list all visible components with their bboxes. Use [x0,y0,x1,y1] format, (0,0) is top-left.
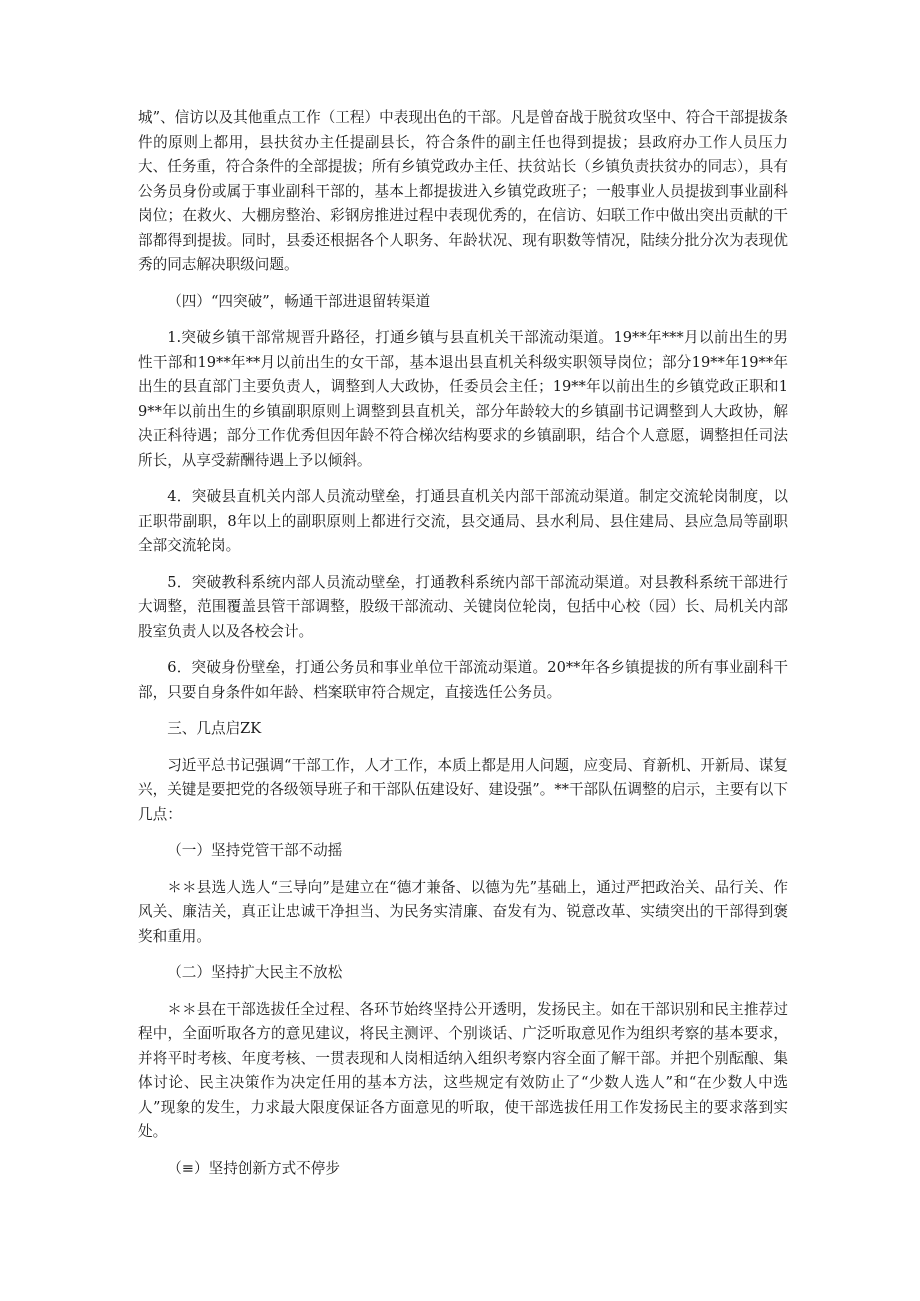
document-page [138,106,788,1181]
paragraph-quote: 习近平总书记强调“干部工作，人才工作，本质上都是用人问题，应变局、育新机、开新局、谋复兴，关键是要把党的各级领导班子和干部队伍建设好、建设强”。**干部队伍调整的启示，主要有以下几点： [138,756,788,823]
item-6: 6．突破身份壁垒，打通公务员和事业单位干部流动渠道。20**年各乡镇提拔的所有事业副科干部，只要自身条件如年龄、档案联审符合规定，直接选任公务员。 [138,659,788,701]
item-5: 5．突破教科系统内部人员流动壁垒，打通教科系统内部干部流动渠道。对县教科系统干部进行大调整，范围覆盖县管干部调整，股级干部流动、关键岗位轮岗，包括中心校（园）长、局机关内部股室负责人以及各校会计。 [138,573,788,640]
paragraph-one: ＊＊县选人选人“三导向”是建立在“德才兼备、以德为先”基础上，通过严把政治关、品行关、作风关、廉洁关，真正让忠诚干净担当、为民务实清廉、奋发有为、锐意改革、实绩突出的干部得到褒奖和重用。 [138,878,788,945]
item-4: 4．突破县直机关内部人员流动壁垒，打通县直机关内部干部流动渠道。制定交流轮岗制度，以正职带副职，8年以上的副职原则上都进行交流，县交通局、县水利局、县住建局、县应急局等副职全部交流轮岗。 [138,488,788,554]
section-three-title: 三、几点启ZK [167,720,262,737]
heading-three: （≡）坚持创新方式不停步 [167,1159,340,1177]
paragraph-two: ＊＊县在干部选拔任全过程、各环节始终坚持公开透明，发扬民主。如在干部识别和民主推荐过程中，全面听取各方的意见建议，将民主测评、个别谈话、广泛听取意见作为组织考察的基本要求，并将平时考核、年度考核、一贯表现和人岗相适纳入组织考察内容全面了解干部。并把个别酝酿、集体讨论、民主决策作为决定任用的基本方法，这些规定有效防止了“少数人选人”和“在少数人中选人”现象的发生，力求最大限度保证各方面意见的听取，使干部选拔任用工作发扬民主的要求落到实处。 [138,1000,788,1140]
heading-four-breakthroughs: （四）“四突破”，畅通干部进退留转渠道 [167,292,431,310]
paragraph-continuation: 城”、信访以及其他重点工作（工程）中表现出色的干部。凡是曾奋战于脱贫攻坚中、符合干部提拔条件的原则上都用，县扶贫办主任提副县长，符合条件的副主任也得到提拔；县政府办工作人员压力大、任务重，符合条件的全部提拔；所有乡镇党政办主任、扶贫站长（乡镇负责扶贫办的同志），具有公务员身份或属于事业副科干部的，基本上都提拔进入乡镇党政班子；一般事业人员提拔到事业副科岗位；在救火、大棚房整治、彩钢房推进过程中表现优秀的，在信访、妇联工作中做出突出贡献的干部都得到提拔。同时，县委还根据各个人职务、年龄状况、现有职数等情况，陆续分批分次为表现优秀的同志解决职级问题。 [138,109,788,273]
heading-one: （一）坚持党管干部不动摇 [167,842,343,859]
item-1: 1.突破乡镇干部常规晋升路径，打通乡镇与县直机关干部流动渠道。19**年***月以前出生的男性干部和19**年**月以前出生的女干部，基本退出县直机关科级实职领导岗位；部分19**年19**年出生的县直部门主要负责人，调整到人大政协，任委员会主任；19**年以前出生的乡镇党政正职和19**年以前出生的乡镇副职原则上调整到县直机关，部分年龄较大的乡镇副书记调整到人大政协，解决正科待遇；部分工作优秀但因年龄不符合梯次结构要求的乡镇副职，结合个人意愿，调整担任司法所长，从享受薪酬待遇上予以倾斜。 [138,329,788,469]
heading-two: （二）坚持扩大民主不放松 [167,964,343,981]
